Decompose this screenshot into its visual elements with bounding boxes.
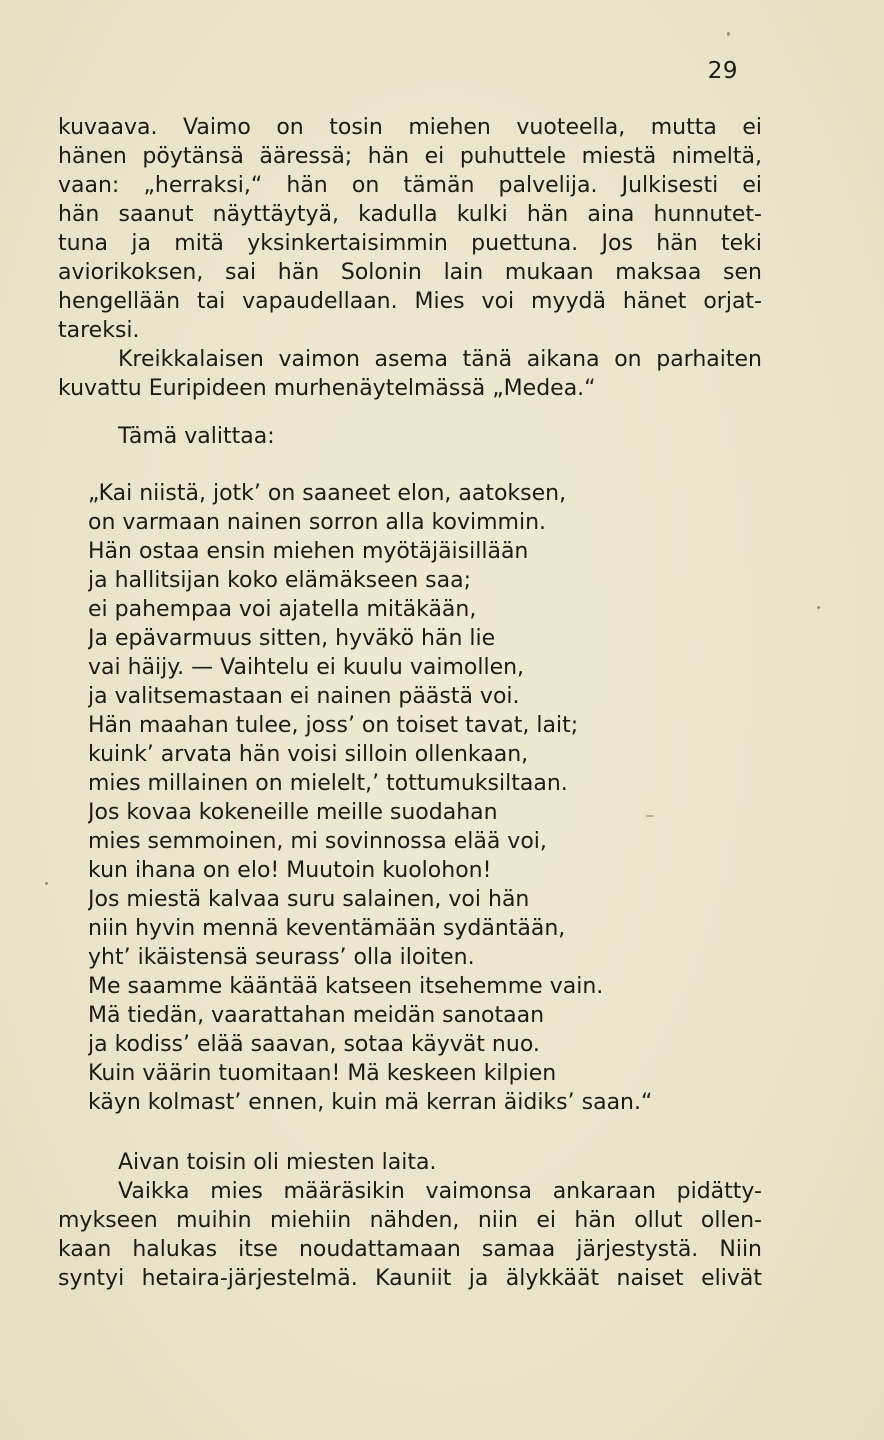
text-line: Aivan toisin oli miesten laita.	[118, 1150, 437, 1175]
text-line: vaan: „herraksi,“ hän on tämän palvelija. Julkisesti ei	[58, 173, 762, 198]
poem-quote	[88, 479, 768, 1117]
text-line: aviorikoksen, sai hän Solonin lain mukaan maksaa sen	[58, 260, 762, 285]
poem-line: Me saamme kääntää katseen itsehemme vain.	[88, 974, 604, 999]
poem-line: Mä tiedän, vaarattahan meidän sanotaan	[88, 1003, 545, 1028]
text-line: tuna ja mitä yksinkertaisimmin puettuna. Jos hän teki	[58, 231, 762, 256]
poem-line: ei pahempaa voi ajatella mitäkään,	[88, 597, 477, 622]
poem-line: kun ihana on elo! Muutoin kuolohon!	[88, 858, 492, 883]
text-line: Kreikkalaisen vaimon asema tänä aikana on parhaiten	[118, 347, 762, 372]
poem-line: Ja epävarmuus sitten, hyväkö hän lie	[88, 626, 496, 651]
text-line: hengellään tai vapaudellaan. Mies voi myydä hänet orjat-	[58, 289, 762, 314]
poem-line: Kuin väärin tuomitaan! Mä keskeen kilpien	[88, 1061, 557, 1086]
closing-text-block	[58, 1148, 762, 1293]
poem-line: on varmaan nainen sorron alla kovimmin.	[88, 510, 547, 535]
text-line: mykseen muihin miehiin nähden, niin ei hän ollut ollen-	[58, 1208, 762, 1233]
poem-line: Hän ostaa ensin miehen myötäjäisillään	[88, 539, 529, 564]
main-text-block	[58, 113, 762, 451]
text-line: Vaikka mies määräsikin vaimonsa ankaraan pidätty-	[118, 1179, 762, 1204]
text-line: tareksi.	[58, 318, 140, 343]
text-line: kaan halukas itse noudattamaan samaa järjestystä. Niin	[58, 1237, 762, 1262]
poem-line: „Kai niistä, jotk’ on saaneet elon, aatoksen,	[88, 481, 567, 506]
poem-line: mies millainen on mielelt,’ tottumuksiltaan.	[88, 771, 568, 796]
poem-line: Hän maahan tulee, joss’ on toiset tavat, lait;	[88, 713, 579, 738]
text-line: syntyi hetaira-järjestelmä. Kauniit ja älykkäät naiset elivät	[58, 1266, 762, 1291]
paper-speck	[817, 606, 820, 609]
text-line: kuvaava. Vaimo on tosin miehen vuoteella, mutta ei	[58, 115, 762, 140]
poem-intro: Tämä valittaa:	[118, 424, 275, 449]
poem-line: ja kodiss’ elää saavan, sotaa käyvät nuo.	[88, 1032, 540, 1057]
page-number: 29	[707, 58, 738, 84]
text-line: hän saanut näyttäytyä, kadulla kulki hän aina hunnutet-	[58, 202, 762, 227]
paper-speck	[727, 32, 730, 36]
poem-line: yht’ ikäistensä seurass’ olla iloiten.	[88, 945, 475, 970]
poem-line: Jos kovaa kokeneille meille suodahan	[88, 800, 498, 825]
poem-line: Jos miestä kalvaa suru salainen, voi hän	[88, 887, 530, 912]
poem-line: niin hyvin mennä keventämään sydäntään,	[88, 916, 566, 941]
poem-line: kuink’ arvata hän voisi silloin ollenkaan,	[88, 742, 529, 767]
poem-line: ja hallitsijan koko elämäkseen saa;	[88, 568, 471, 593]
poem-line: mies semmoinen, mi sovinnossa elää voi,	[88, 829, 547, 854]
text-line: hänen pöytänsä ääressä; hän ei puhuttele miestä nimeltä,	[58, 144, 762, 169]
poem-line: käyn kolmast’ ennen, kuin mä kerran äidiks’ saan.“	[88, 1090, 653, 1115]
poem-line: vai häijy. — Vaihtelu ei kuulu vaimollen,	[88, 655, 525, 680]
paper-speck	[45, 882, 48, 885]
paper-speck	[646, 815, 654, 817]
poem-line: ja valitsemastaan ei nainen päästä voi.	[88, 684, 520, 709]
text-line: kuvattu Euripideen murhenäytelmässä „Medea.“	[58, 376, 596, 401]
